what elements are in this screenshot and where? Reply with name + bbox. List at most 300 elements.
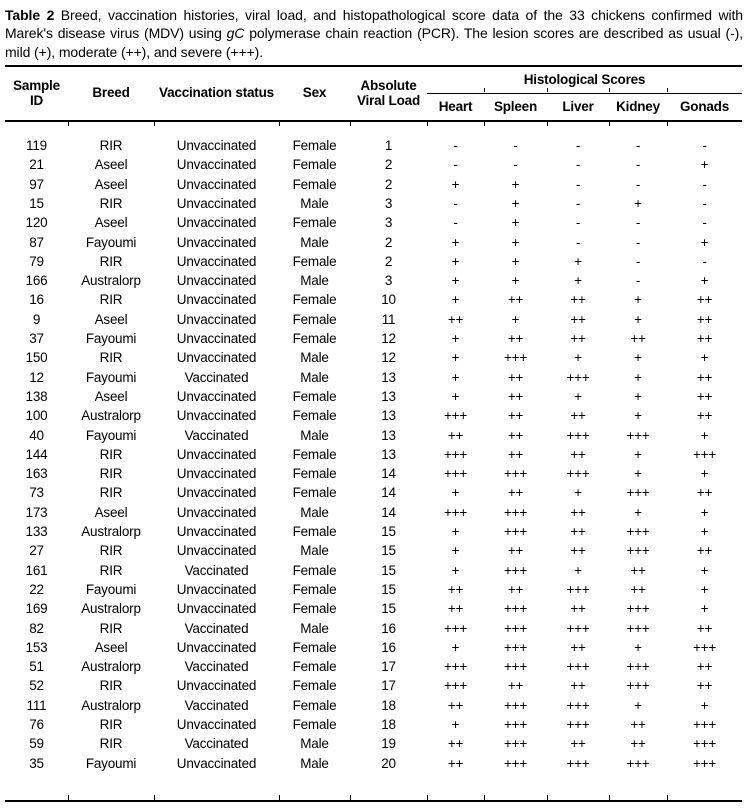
cell-kidney-score: + bbox=[634, 196, 642, 211]
cell-sex: Male bbox=[300, 736, 329, 752]
cell-liver-score: - bbox=[575, 138, 581, 154]
cell-breed: Fayoumi bbox=[85, 234, 137, 250]
table-row bbox=[5, 561, 742, 580]
table-header bbox=[5, 66, 742, 121]
cell-viral-load: 16 bbox=[381, 639, 396, 655]
cell-sex: Female bbox=[292, 388, 337, 404]
cell-vaccination-status: Unvaccinated bbox=[176, 311, 257, 327]
cell-vaccination-status: Unvaccinated bbox=[176, 446, 257, 462]
cell-sex: Male bbox=[300, 234, 329, 250]
cell-kidney-score: + bbox=[634, 446, 642, 462]
cell-spleen-score: + bbox=[511, 234, 520, 250]
cell-kidney-score: + bbox=[634, 292, 642, 308]
cell-spleen-score: ++ bbox=[507, 543, 524, 559]
cell-spleen-score: - bbox=[513, 138, 518, 154]
cell-kidney-score: +++ bbox=[626, 524, 650, 540]
cell-liver-score: + bbox=[574, 273, 582, 289]
cell-spleen-score: ++ bbox=[507, 485, 524, 501]
cell-gonads-score: +++ bbox=[692, 639, 717, 655]
cell-viral-load: 2 bbox=[384, 157, 393, 173]
cell-vaccination-status: Unvaccinated bbox=[176, 388, 257, 404]
cell-heart-score: ++ bbox=[447, 697, 464, 713]
cell-liver-score: ++ bbox=[570, 736, 586, 752]
cell-liver-score: + bbox=[574, 562, 582, 578]
cell-heart-score: + bbox=[451, 292, 460, 308]
cell-breed: Fayoumi bbox=[85, 331, 137, 347]
spacer-row bbox=[5, 773, 742, 801]
cell-viral-load: 13 bbox=[381, 446, 396, 462]
cell-sex: Female bbox=[292, 311, 337, 327]
cell-gonads-score: - bbox=[702, 253, 707, 269]
cell-breed: RIR bbox=[99, 446, 123, 462]
cell-liver-score: - bbox=[575, 176, 581, 192]
table-row bbox=[5, 541, 742, 560]
cell-heart-score: + bbox=[451, 273, 460, 289]
cell-spleen-score: - bbox=[513, 157, 518, 173]
cell-heart-score: +++ bbox=[443, 659, 468, 675]
cell-liver-score: +++ bbox=[566, 717, 590, 733]
cell-gonads-score: + bbox=[700, 350, 709, 366]
cell-sex: Male bbox=[300, 369, 329, 385]
table-row bbox=[5, 754, 742, 773]
cell-spleen-score: +++ bbox=[503, 736, 528, 752]
cell-breed: RIR bbox=[99, 678, 123, 694]
cell-viral-load: 14 bbox=[381, 485, 396, 501]
column-boundary-tick bbox=[547, 88, 548, 92]
cell-sample-id: 9 bbox=[32, 311, 41, 327]
cell-breed: RIR bbox=[99, 717, 123, 733]
cell-sample-id: 166 bbox=[25, 273, 48, 289]
cell-liver-score: +++ bbox=[566, 427, 590, 443]
cell-viral-load: 17 bbox=[381, 659, 396, 675]
cell-heart-score: ++ bbox=[447, 755, 464, 771]
cell-vaccination-status: Unvaccinated bbox=[176, 215, 257, 231]
table-row bbox=[5, 599, 742, 618]
cell-breed: RIR bbox=[99, 543, 123, 559]
table-row bbox=[5, 677, 742, 696]
table-row bbox=[5, 426, 742, 445]
cell-sample-id: 97 bbox=[29, 176, 44, 192]
cell-liver-score: ++ bbox=[570, 408, 586, 424]
cell-liver-score: - bbox=[575, 215, 581, 231]
col-header-heart: Heart bbox=[427, 93, 484, 121]
cell-viral-load: 14 bbox=[381, 504, 396, 520]
table-row bbox=[5, 271, 742, 290]
column-boundary-tick bbox=[547, 795, 548, 800]
cell-breed: RIR bbox=[99, 253, 123, 269]
cell-kidney-score: + bbox=[634, 504, 642, 520]
cell-heart-score: +++ bbox=[443, 678, 468, 694]
cell-gonads-score: + bbox=[700, 466, 709, 482]
table-row bbox=[5, 387, 742, 406]
cell-kidney-score: + bbox=[634, 408, 642, 424]
cell-spleen-score: ++ bbox=[507, 446, 524, 462]
cell-heart-score: + bbox=[451, 253, 460, 269]
cell-spleen-score: +++ bbox=[503, 697, 528, 713]
cell-kidney-score: +++ bbox=[626, 678, 650, 694]
cell-spleen-score: + bbox=[511, 196, 520, 211]
data-table-wrap bbox=[5, 65, 742, 802]
column-boundary-tick bbox=[484, 88, 485, 92]
cell-kidney-score: + bbox=[634, 466, 642, 482]
cell-sex: Male bbox=[300, 196, 329, 211]
cell-gonads-score: ++ bbox=[696, 485, 713, 501]
caption-text-2: polymerase chain reaction (PCR). The lesion scores are described as usual (-), mild (+), moderate (++), and severe (+++). bbox=[5, 25, 743, 60]
cell-sample-id: 133 bbox=[25, 524, 48, 540]
cell-spleen-score: + bbox=[511, 176, 520, 192]
cell-kidney-score: +++ bbox=[626, 620, 650, 636]
cell-gonads-score: +++ bbox=[692, 736, 717, 752]
cell-spleen-score: ++ bbox=[507, 408, 524, 424]
table-row bbox=[5, 734, 742, 753]
caption-gc-term: gC bbox=[226, 25, 245, 42]
cell-gonads-score: + bbox=[700, 524, 709, 540]
cell-gonads-score: + bbox=[700, 427, 709, 443]
cell-spleen-score: +++ bbox=[503, 466, 528, 482]
cell-sex: Female bbox=[292, 446, 337, 462]
cell-sex: Male bbox=[300, 755, 329, 771]
cell-kidney-score: ++ bbox=[630, 717, 646, 733]
cell-heart-score: ++ bbox=[447, 601, 464, 617]
cell-heart-score: + bbox=[451, 350, 460, 366]
cell-sex: Female bbox=[292, 292, 337, 308]
cell-viral-load: 10 bbox=[381, 292, 396, 308]
cell-viral-load: 15 bbox=[381, 601, 396, 617]
cell-liver-score: + bbox=[574, 253, 582, 269]
cell-kidney-score: +++ bbox=[626, 427, 650, 443]
cell-heart-score: + bbox=[451, 543, 460, 559]
cell-spleen-score: ++ bbox=[507, 388, 524, 404]
cell-vaccination-status: Unvaccinated bbox=[176, 253, 257, 269]
cell-gonads-score: + bbox=[700, 273, 709, 289]
table-row bbox=[5, 580, 742, 599]
cell-viral-load: 2 bbox=[384, 234, 393, 250]
cell-liver-score: ++ bbox=[570, 331, 586, 347]
cell-sex: Female bbox=[292, 466, 337, 482]
cell-breed: Australorp bbox=[81, 697, 141, 713]
cell-breed: Australorp bbox=[81, 273, 141, 289]
cell-breed: RIR bbox=[99, 292, 123, 308]
cell-heart-score: - bbox=[453, 157, 458, 173]
cell-gonads-score: + bbox=[700, 504, 709, 520]
cell-liver-score: ++ bbox=[570, 446, 586, 462]
cell-kidney-score: + bbox=[634, 369, 642, 385]
cell-vaccination-status: Unvaccinated bbox=[176, 581, 257, 597]
table-row bbox=[5, 329, 742, 348]
cell-liver-score: +++ bbox=[566, 581, 590, 597]
cell-sex: Female bbox=[292, 408, 337, 424]
column-boundary-tick bbox=[667, 795, 668, 800]
cell-liver-score: ++ bbox=[570, 311, 586, 327]
cell-kidney-score: ++ bbox=[630, 581, 646, 597]
cell-kidney-score: + bbox=[634, 350, 642, 366]
cell-vaccination-status: Vaccinated bbox=[184, 620, 249, 636]
cell-kidney-score: + bbox=[634, 697, 642, 713]
cell-kidney-score: - bbox=[635, 253, 641, 269]
cell-liver-score: + bbox=[574, 485, 582, 501]
cell-kidney-score: - bbox=[635, 215, 641, 231]
table-row bbox=[5, 136, 742, 155]
cell-spleen-score: +++ bbox=[503, 524, 528, 540]
cell-sample-id: 153 bbox=[25, 639, 48, 655]
spacer-row bbox=[5, 121, 742, 136]
cell-spleen-score: ++ bbox=[507, 292, 524, 308]
cell-vaccination-status: Unvaccinated bbox=[176, 408, 257, 424]
cell-breed: Fayoumi bbox=[85, 755, 137, 771]
cell-sex: Female bbox=[292, 639, 337, 655]
cell-vaccination-status: Vaccinated bbox=[184, 369, 249, 385]
cell-spleen-score: +++ bbox=[503, 562, 528, 578]
cell-viral-load: 12 bbox=[381, 331, 396, 347]
cell-vaccination-status: Unvaccinated bbox=[176, 639, 257, 655]
col-header-kidney: Kidney bbox=[609, 93, 667, 121]
cell-gonads-score: ++ bbox=[696, 369, 713, 385]
cell-liver-score: +++ bbox=[566, 369, 590, 385]
cell-sample-id: 87 bbox=[29, 234, 44, 250]
cell-sex: Female bbox=[292, 678, 337, 694]
cell-vaccination-status: Unvaccinated bbox=[176, 196, 257, 211]
cell-breed: Australorp bbox=[81, 659, 141, 675]
cell-sample-id: 163 bbox=[25, 466, 48, 482]
cell-vaccination-status: Unvaccinated bbox=[176, 485, 257, 501]
cell-heart-score: ++ bbox=[447, 427, 464, 443]
cell-breed: RIR bbox=[99, 736, 123, 752]
cell-viral-load: 16 bbox=[381, 620, 396, 636]
cell-gonads-score: + bbox=[700, 157, 709, 173]
cell-gonads-score: - bbox=[702, 196, 707, 211]
cell-spleen-score: ++ bbox=[507, 331, 524, 347]
cell-sex: Female bbox=[292, 138, 337, 154]
cell-kidney-score: ++ bbox=[630, 736, 646, 752]
cell-breed: Aseel bbox=[94, 176, 128, 192]
cell-sex: Female bbox=[292, 601, 337, 617]
table-row bbox=[5, 175, 742, 194]
cell-liver-score: ++ bbox=[570, 504, 586, 520]
cell-vaccination-status: Unvaccinated bbox=[176, 176, 257, 192]
table-row bbox=[5, 291, 742, 310]
cell-heart-score: ++ bbox=[447, 736, 464, 752]
table-row bbox=[5, 619, 742, 638]
cell-sex: Female bbox=[292, 485, 337, 501]
column-boundary-tick bbox=[484, 795, 485, 800]
cell-viral-load: 18 bbox=[381, 717, 396, 733]
table-row bbox=[5, 194, 742, 213]
cell-viral-load: 2 bbox=[384, 253, 393, 269]
table-row bbox=[5, 310, 742, 329]
cell-spleen-score: + bbox=[511, 273, 520, 289]
cell-vaccination-status: Vaccinated bbox=[184, 697, 249, 713]
cell-heart-score: +++ bbox=[443, 446, 468, 462]
cell-sample-id: 76 bbox=[29, 717, 44, 733]
cell-sex: Male bbox=[300, 273, 329, 289]
cell-breed: Australorp bbox=[81, 601, 141, 617]
cell-breed: Aseel bbox=[94, 215, 128, 231]
cell-sample-id: 35 bbox=[29, 755, 44, 771]
table-row bbox=[5, 715, 742, 734]
cell-viral-load: 3 bbox=[384, 196, 393, 211]
header-row-main bbox=[5, 66, 742, 93]
cell-heart-score: +++ bbox=[443, 408, 468, 424]
cell-vaccination-status: Unvaccinated bbox=[176, 138, 257, 154]
cell-breed: Australorp bbox=[81, 408, 141, 424]
cell-sex: Female bbox=[292, 331, 337, 347]
cell-vaccination-status: Unvaccinated bbox=[176, 755, 257, 771]
cell-heart-score: + bbox=[451, 524, 460, 540]
cell-breed: Aseel bbox=[94, 388, 128, 404]
cell-kidney-score: + bbox=[634, 388, 642, 404]
table-caption bbox=[5, 6, 743, 61]
cell-gonads-score: ++ bbox=[696, 388, 713, 404]
cell-sample-id: 100 bbox=[25, 408, 48, 424]
cell-breed: RIR bbox=[99, 350, 123, 366]
cell-spleen-score: +++ bbox=[503, 350, 528, 366]
cell-sample-id: 52 bbox=[29, 678, 44, 694]
cell-gonads-score: - bbox=[702, 176, 707, 192]
cell-sample-id: 120 bbox=[25, 215, 48, 231]
cell-viral-load: 15 bbox=[381, 581, 396, 597]
cell-viral-load: 12 bbox=[381, 350, 396, 366]
cell-heart-score: + bbox=[451, 485, 460, 501]
cell-sex: Female bbox=[292, 253, 337, 269]
cell-sample-id: 73 bbox=[29, 485, 44, 501]
cell-spleen-score: + bbox=[511, 253, 520, 269]
cell-viral-load: 11 bbox=[381, 311, 396, 327]
cell-gonads-score: + bbox=[700, 581, 709, 597]
cell-liver-score: +++ bbox=[566, 659, 590, 675]
cell-sex: Female bbox=[292, 215, 337, 231]
cell-spleen-score: +++ bbox=[503, 755, 528, 771]
col-header-spleen: Spleen bbox=[484, 93, 547, 121]
cell-sample-id: 21 bbox=[29, 157, 44, 173]
cell-liver-score: ++ bbox=[570, 601, 586, 617]
table-row bbox=[5, 368, 742, 387]
cell-vaccination-status: Vaccinated bbox=[184, 562, 249, 578]
cell-liver-score: ++ bbox=[570, 543, 586, 559]
cell-sample-id: 111 bbox=[26, 697, 47, 713]
spacer-cell bbox=[5, 121, 742, 136]
cell-vaccination-status: Unvaccinated bbox=[176, 292, 257, 308]
cell-sample-id: 37 bbox=[29, 331, 44, 347]
cell-sample-id: 82 bbox=[29, 620, 44, 636]
cell-breed: Aseel bbox=[94, 639, 128, 655]
table-row bbox=[5, 156, 742, 175]
cell-liver-score: - bbox=[575, 157, 581, 173]
cell-kidney-score: +++ bbox=[626, 485, 650, 501]
caption-label: Table 2 bbox=[5, 7, 55, 23]
cell-gonads-score: +++ bbox=[692, 755, 717, 771]
cell-sex: Female bbox=[292, 717, 337, 733]
cell-sex: Female bbox=[292, 659, 337, 675]
cell-sample-id: 51 bbox=[29, 659, 44, 675]
cell-sample-id: 59 bbox=[29, 736, 44, 752]
col-group-histological-scores: Histological Scores bbox=[427, 66, 742, 93]
cell-spleen-score: +++ bbox=[503, 639, 528, 655]
column-boundary-tick bbox=[279, 795, 280, 800]
cell-sex: Female bbox=[292, 697, 337, 713]
cell-sex: Female bbox=[292, 157, 337, 173]
cell-gonads-score: ++ bbox=[696, 408, 713, 424]
cell-liver-score: + bbox=[574, 350, 582, 366]
cell-kidney-score: - bbox=[635, 157, 641, 173]
cell-spleen-score: ++ bbox=[507, 581, 524, 597]
cell-heart-score: +++ bbox=[443, 466, 468, 482]
cell-viral-load: 3 bbox=[384, 215, 393, 231]
cell-heart-score: ++ bbox=[447, 581, 464, 597]
cell-viral-load: 13 bbox=[381, 427, 396, 443]
cell-viral-load: 13 bbox=[381, 408, 396, 424]
cell-gonads-score: - bbox=[702, 215, 707, 231]
cell-heart-score: + bbox=[451, 369, 460, 385]
cell-sex: Male bbox=[300, 504, 329, 520]
cell-gonads-score: ++ bbox=[696, 659, 713, 675]
cell-gonads-score: +++ bbox=[692, 717, 717, 733]
cell-vaccination-status: Unvaccinated bbox=[176, 524, 257, 540]
table-row bbox=[5, 503, 742, 522]
cell-breed: Aseel bbox=[94, 157, 128, 173]
cell-spleen-score: +++ bbox=[503, 601, 528, 617]
cell-sample-id: 12 bbox=[29, 369, 44, 385]
cell-sample-id: 161 bbox=[25, 562, 48, 578]
cell-heart-score: + bbox=[451, 176, 460, 192]
cell-liver-score: ++ bbox=[570, 678, 586, 694]
cell-vaccination-status: Unvaccinated bbox=[176, 234, 257, 250]
cell-viral-load: 15 bbox=[381, 543, 396, 559]
cell-vaccination-status: Unvaccinated bbox=[176, 157, 257, 173]
cell-sample-id: 79 bbox=[29, 253, 44, 269]
table-row bbox=[5, 638, 742, 657]
cell-spleen-score: ++ bbox=[507, 678, 524, 694]
cell-spleen-score: +++ bbox=[503, 659, 528, 675]
cell-spleen-score: ++ bbox=[507, 427, 524, 443]
table-row bbox=[5, 464, 742, 483]
cell-liver-score: +++ bbox=[566, 697, 590, 713]
cell-viral-load: 20 bbox=[381, 755, 396, 771]
cell-breed: Aseel bbox=[94, 311, 128, 327]
table-row bbox=[5, 484, 742, 503]
table-row bbox=[5, 348, 742, 367]
column-boundary-tick bbox=[154, 795, 155, 800]
cell-vaccination-status: Vaccinated bbox=[184, 736, 249, 752]
cell-gonads-score: + bbox=[700, 697, 709, 713]
cell-spleen-score: ++ bbox=[507, 369, 524, 385]
cell-kidney-score: +++ bbox=[626, 755, 650, 771]
cell-heart-score: - bbox=[453, 196, 458, 211]
cell-spleen-score: +++ bbox=[503, 504, 528, 520]
cell-gonads-score: ++ bbox=[696, 678, 713, 694]
cell-kidney-score: +++ bbox=[626, 601, 650, 617]
cell-sex: Male bbox=[300, 543, 329, 559]
cell-heart-score: +++ bbox=[443, 504, 468, 520]
cell-kidney-score: ++ bbox=[630, 562, 646, 578]
table-row bbox=[5, 696, 742, 715]
column-boundary-tick bbox=[68, 795, 69, 800]
cell-sample-id: 15 bbox=[29, 196, 44, 211]
cell-liver-score: +++ bbox=[566, 620, 590, 636]
column-boundary-tick bbox=[427, 795, 428, 800]
cell-liver-score: +++ bbox=[566, 466, 590, 482]
cell-spleen-score: +++ bbox=[503, 717, 528, 733]
cell-breed: RIR bbox=[99, 620, 123, 636]
cell-vaccination-status: Vaccinated bbox=[184, 659, 249, 675]
col-header-liver: Liver bbox=[547, 93, 609, 121]
table-row bbox=[5, 213, 742, 232]
column-boundary-tick bbox=[667, 88, 668, 92]
cell-viral-load: 1 bbox=[384, 138, 393, 154]
cell-viral-load: 3 bbox=[384, 273, 393, 289]
cell-heart-score: ++ bbox=[447, 311, 464, 327]
cell-viral-load: 17 bbox=[381, 678, 396, 694]
cell-breed: RIR bbox=[99, 466, 123, 482]
